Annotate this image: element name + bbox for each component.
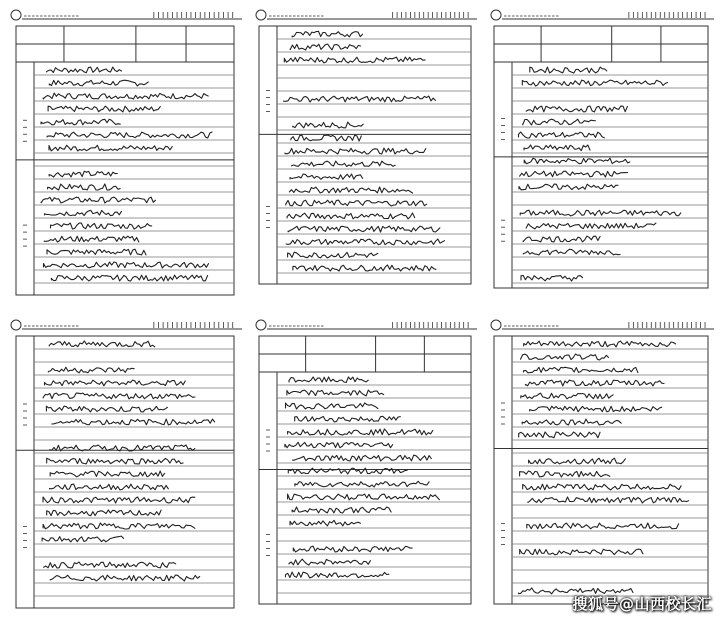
page-frame [16,26,234,295]
page-logo-icon [491,10,501,20]
page-drawing [255,318,477,610]
notebook-page-2 [255,8,477,290]
page-drawing [10,318,242,614]
page-drawing [490,8,714,294]
page-logo-icon [256,10,266,20]
page-drawing [490,318,714,610]
page-logo-icon [11,320,21,330]
page-frame [494,336,708,604]
page-drawing [255,8,477,290]
notebook-page-1 [10,8,242,301]
watermark: 搜狐号@山西校长汇 [572,595,712,613]
page-logo-icon [256,320,266,330]
notebook-page-3 [490,8,714,294]
page-logo-icon [11,10,21,20]
page-logo-icon [491,320,501,330]
notebook-page-5 [255,318,477,610]
notebook-page-4 [10,318,242,614]
notebook-page-6 [490,318,714,610]
page-drawing [10,8,242,301]
